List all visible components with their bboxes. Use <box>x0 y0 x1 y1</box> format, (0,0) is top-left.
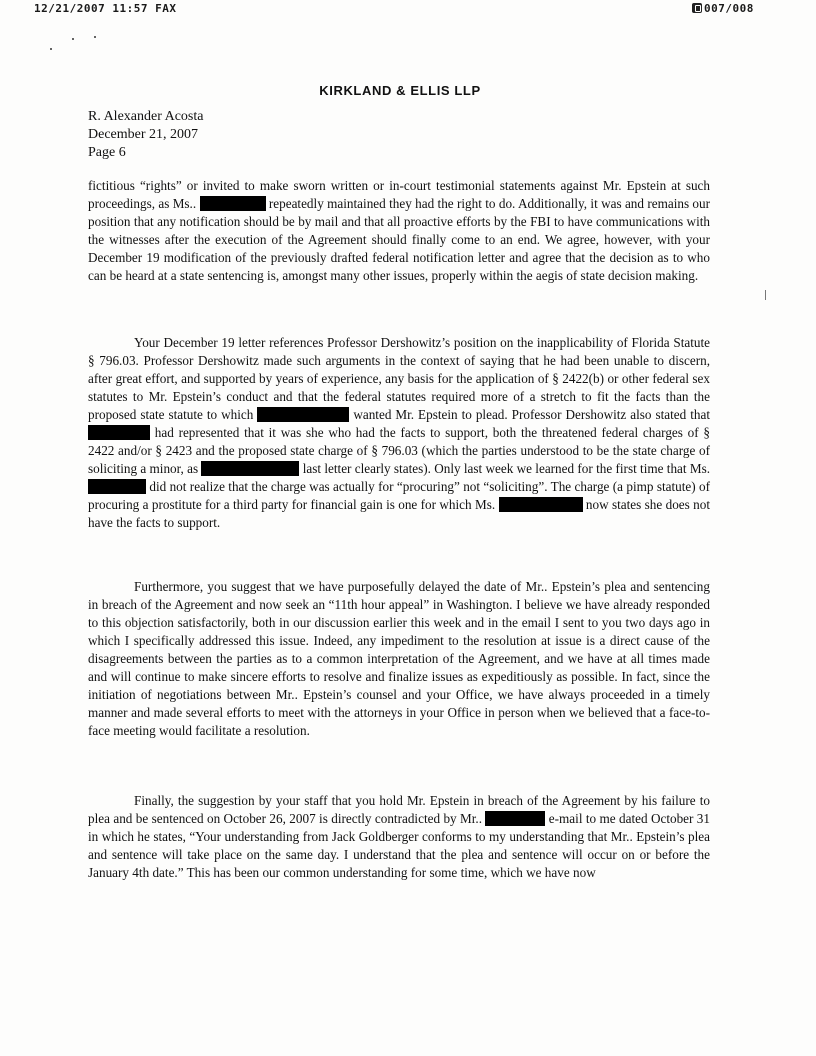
paragraph-3 <box>88 578 710 740</box>
fax-machine-icon <box>692 3 702 13</box>
redaction-box <box>485 811 545 826</box>
paragraph-text: last letter clearly states). Only last week we learned for the first time that Ms. <box>302 461 711 476</box>
redaction-box <box>200 196 266 211</box>
paragraph-4 <box>88 792 710 882</box>
redaction-box <box>88 425 150 440</box>
scan-speck <box>72 38 74 40</box>
fax-page-counter <box>692 2 754 15</box>
scan-margin-mark <box>765 290 766 300</box>
paragraph-2 <box>88 334 710 532</box>
paragraph-text: Your December 19 letter references Professor Dershowitz’s position on the inapplicability of Florida Statute § 796.03. Professor Dershowitz made such arguments in the context of saying that he had been unable to discern, after great effort, and supported by years of experience, any basis for the application of § 2422(b) or other federal sex statutes to Mr. Epstein’s conduct and that the federal statutes required more of a stretch to fit the facts than the proposed state statute to which <box>88 335 710 422</box>
paragraph-text: repeatedly maintained they had the right to do. Additionally, it was and remains our position that any notification should be by mail and that all proactive efforts by the FBI to have communications with the witnesses after the execution of the Agreement should finally come to an end. We agree, however, with your December 19 modification of the previously drafted federal notification letter and agree that the decision as to who can be heard at a state sentencing is, amongst many other issues, properly within the aegis of state decision making. <box>88 196 711 283</box>
addressee-block <box>88 108 203 162</box>
page-number: Page 6 <box>88 145 126 160</box>
redaction-box <box>499 497 583 512</box>
redaction-box <box>88 479 146 494</box>
paragraph-text: Finally, the suggestion by your staff that you hold Mr. Epstein in breach of the Agreement by his failure to plea and be sentenced on October 26, 2007 is directly contradicted by Mr.. <box>88 793 710 826</box>
paragraph-text: Furthermore, you suggest that we have purposefully delayed the date of Mr.. Epstein’s plea and sentencing in breach of the Agreement and now seek an “11th hour appeal” in Washington. I believe we have already responded to this objection satisfactorily, both in our discussion earlier this week and in the email I sent to you two days ago in which I specifically addressed this issue. Indeed, any impediment to the resolution at issue is a direct cause of the disagreements between the parties as to a common interpretation of the Agreement, and we have at all times made and will continue to make sincere efforts to resolve and finalize issues as expeditiously as possible. In fact, since the initiation of negotiations between Mr.. Epstein’s counsel and your Office, we have always proceeded in a timely manner and made several efforts to meet with the attorneys in your Office in person when we believed that a face-to-face meeting would facilitate a resolution. <box>88 579 710 738</box>
addressee-name: R. Alexander Acosta <box>88 109 204 124</box>
paragraph-text: had represented that it was she who had the facts to support, both the threatened federal charges of § 2422 and/or § 2423 and the proposed state charge of § 796.03 (which the parties understood to be the state charge of soliciting a minor, as <box>88 425 711 476</box>
paragraph-text: fictitious “rights” or invited to make sworn written or in-court testimonial statements against Mr. Epstein at such proceedings, as Ms.. <box>88 178 710 211</box>
scan-speck <box>94 36 96 38</box>
letterhead-firm-name: KIRKLAND & ELLIS LLP <box>319 83 481 98</box>
redaction-box <box>257 407 349 422</box>
fax-timestamp: 12/21/2007 11:57 FAX <box>34 2 177 15</box>
paragraph-1 <box>88 177 710 285</box>
letter-date: December 21, 2007 <box>88 127 199 142</box>
fax-header <box>0 2 816 18</box>
paragraph-text: e-mail to me dated October 31 in which he states, “Your understanding from Jack Goldberger conforms to my understanding that Mr.. Epstein’s plea and sentence will take place on the same day. I understand that the plea and sentence will occur on or before the January 4th date.” This has been our common understanding for some time, which we have now <box>88 811 710 880</box>
fax-page-number: 007/008 <box>704 2 754 15</box>
paragraph-text: now states she does not have the facts to support. <box>88 497 710 530</box>
scan-speck <box>50 48 52 50</box>
redaction-box <box>201 461 299 476</box>
paragraph-text: wanted Mr. Epstein to plead. Professor Dershowitz also stated that <box>353 407 710 422</box>
paragraph-text: did not realize that the charge was actually for “procuring” not “soliciting”. The charge (a pimp statute) of procuring a prostitute for a third party for financial gain is one for which Ms. <box>88 479 711 512</box>
